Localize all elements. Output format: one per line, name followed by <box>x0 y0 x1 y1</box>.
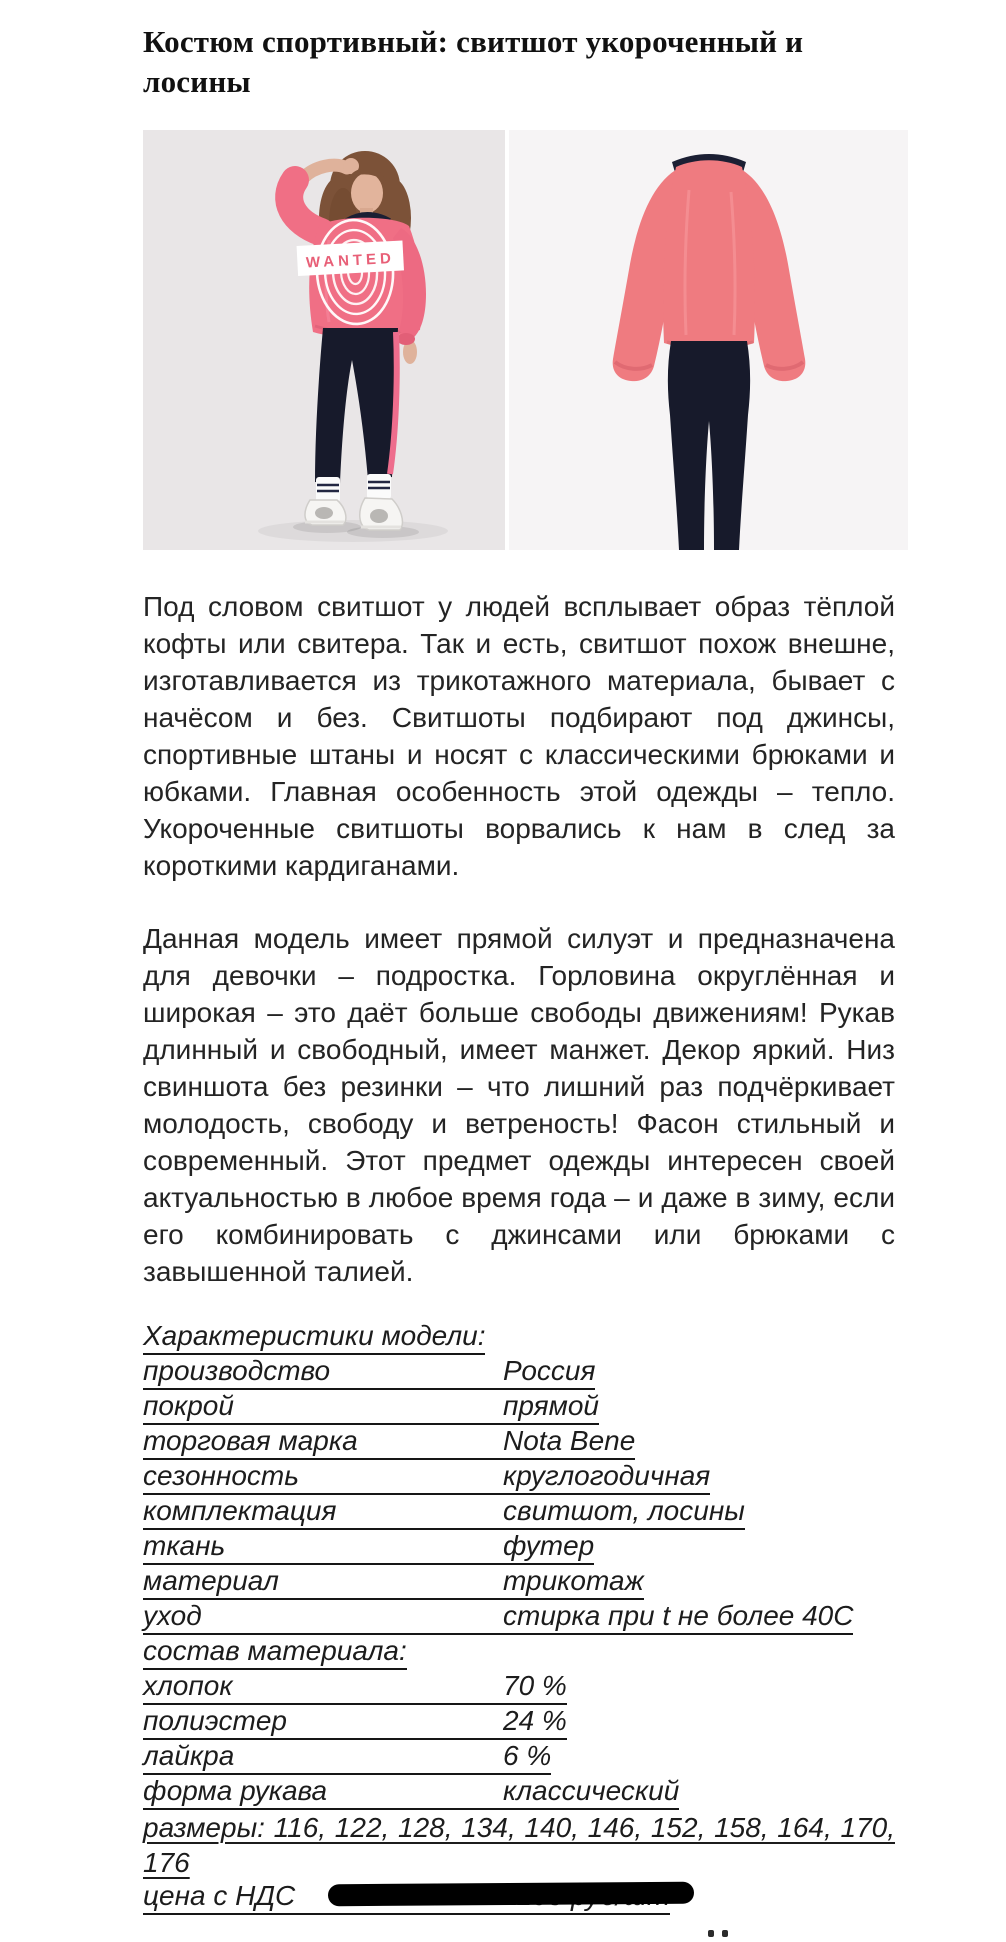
char-row-brand <box>143 1425 895 1460</box>
char-row-lycra <box>143 1740 895 1775</box>
suit-back-illustration <box>509 130 908 550</box>
characteristics-section <box>143 1320 895 1915</box>
char-row-season <box>143 1460 895 1495</box>
cropped-next-line-marker <box>708 1930 728 1937</box>
char-value: трикотаж <box>503 1565 644 1596</box>
char-value: прямой <box>503 1390 599 1421</box>
char-heading-row <box>143 1320 895 1355</box>
char-label: материал <box>143 1565 279 1596</box>
char-value: 70 % <box>503 1670 567 1701</box>
page-title: Костюм спортивный: свитшот укороченный и лосины <box>143 24 804 99</box>
char-heading: Характеристики модели: <box>143 1320 485 1355</box>
char-row-cut <box>143 1390 895 1425</box>
char-row-production <box>143 1355 895 1390</box>
char-row-care <box>143 1600 895 1635</box>
char-row-fabric <box>143 1530 895 1565</box>
composition-heading-row <box>143 1635 895 1670</box>
description-paragraph-2: Данная модель имеет прямой силуэт и предназначена для девочки – подростка. Горловина округлённая и широкая – это даёт больше свободы движениям! Рукав длинный и свободный, имеет манжет. Декор яркий. Низ свиншота без резинки – что лишний раз подчёркивает молодость, свободу и ветреность! Фасон стильный и современный. Этот предмет одежды интересен своей актуальностью в любое время года – и даже в зиму, если его комбинировать с джинсами или брюками с завышенной талией. <box>143 923 895 1287</box>
product-photos <box>143 130 908 550</box>
char-label: комплектация <box>143 1495 337 1526</box>
wanted-print-label: WANTED <box>305 249 396 272</box>
char-value: 24 % <box>503 1705 567 1736</box>
char-label: сезонность <box>143 1460 299 1491</box>
composition-heading: состав материала: <box>143 1635 407 1670</box>
char-label: производство <box>143 1355 331 1386</box>
char-label: полиэстер <box>143 1705 287 1736</box>
char-value: стирка при t не более 40С <box>503 1600 854 1631</box>
price-redaction-bar <box>328 1882 694 1907</box>
char-value: классический <box>503 1775 680 1806</box>
char-row-polyester <box>143 1705 895 1740</box>
char-value: Россия <box>503 1355 596 1386</box>
char-label: ткань <box>143 1530 226 1561</box>
product-photo-back <box>509 130 908 550</box>
sizes-list: размеры: 116, 122, 128, 134, 140, 146, 152, 158, 164, 170, 176 <box>143 1812 895 1878</box>
char-value: круглогодичная <box>503 1460 711 1491</box>
char-row-sleeve-shape <box>143 1775 895 1810</box>
char-value: Nota Bene <box>503 1425 636 1456</box>
char-row-set <box>143 1495 895 1530</box>
description-paragraph-1: Под словом свитшот у людей всплывает образ тёплой кофты или свитера. Так и есть, свитшот похож внешне, изготавливается из трикотажного материала, бывает с начёсом и без. Свитшоты подбирают под джинсы, спортивные штаны и носят с классическими брюками и юбками. Главная особенность этой одежды – тепло. Укороченные свитшоты ворвались к нам в след за короткими кардиганами. <box>143 591 895 881</box>
char-row-sizes <box>143 1810 895 1880</box>
product-photo-front <box>143 130 505 550</box>
char-row-cotton <box>143 1670 895 1705</box>
char-label: хлопок <box>143 1670 233 1701</box>
char-value: 6 % <box>503 1740 552 1771</box>
char-value: футер <box>503 1530 595 1561</box>
char-label: уход <box>143 1600 202 1631</box>
product-page <box>0 22 1006 1915</box>
char-label: торговая марка <box>143 1425 358 1456</box>
char-label: форма рукава <box>143 1775 328 1806</box>
char-row-price <box>143 1880 895 1915</box>
char-label: цена с НДС <box>143 1880 296 1911</box>
char-label: лайкра <box>143 1740 235 1771</box>
char-value: свитшот, лосины <box>503 1495 745 1526</box>
char-row-material <box>143 1565 895 1600</box>
char-label: покрой <box>143 1390 234 1421</box>
model-front-illustration <box>143 130 505 550</box>
